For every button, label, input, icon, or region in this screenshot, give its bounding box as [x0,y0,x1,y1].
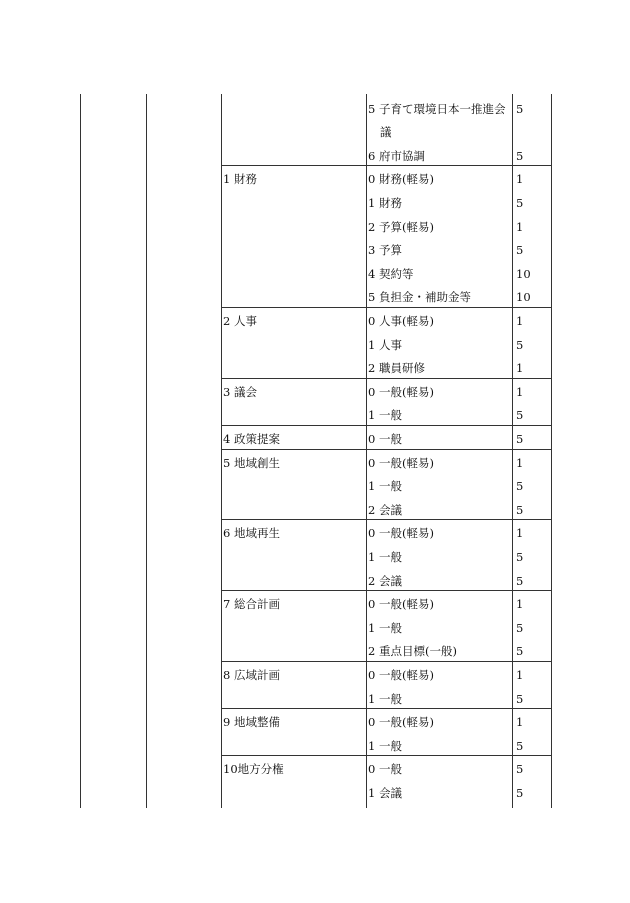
group-separator [221,590,551,591]
retention-years: 5 [516,691,524,706]
item-label: 0 人事(軽易) [368,313,434,328]
item-label: 0 一般(軽易) [368,667,434,682]
group-separator [221,755,551,756]
column-line [146,94,147,808]
item-label: 2 予算(軽易) [368,219,434,234]
item-label: 0 一般 [368,431,402,446]
retention-years: 1 [516,597,524,612]
item-label: 3 予算 [368,243,402,258]
group-separator [221,307,551,308]
item-label: 1 一般 [368,691,402,706]
item-label: 1 一般 [368,408,402,423]
group-separator [221,708,551,709]
item-label: 0 財務(軽易) [368,172,434,187]
item-label: 1 会議 [368,785,402,800]
item-label: 0 一般(軽易) [368,384,434,399]
group-separator [221,519,551,520]
item-label: 1 一般 [368,738,402,753]
retention-years: 5 [516,243,524,258]
retention-years: 5 [516,549,524,564]
item-label: 0 一般 [368,762,402,777]
group-separator [221,661,551,662]
column-line [551,94,552,808]
item-label-continued: 議 [380,125,392,140]
group-label: 10地方分権 [223,762,284,777]
group-label: 4 政策提案 [223,431,280,446]
item-label: 0 一般(軽易) [368,526,434,541]
retention-years: 5 [516,738,524,753]
retention-years: 5 [516,408,524,423]
retention-years: 5 [516,479,524,494]
group-separator [221,449,551,450]
retention-years: 5 [516,101,524,116]
column-line [80,94,81,808]
retention-years: 5 [516,785,524,800]
retention-years: 5 [516,644,524,659]
item-label: 4 契約等 [368,266,414,281]
item-label: 6 府市協調 [368,148,425,163]
item-label: 1 人事 [368,337,402,352]
group-label: 1 財務 [223,172,257,187]
item-label: 5 負担金・補助金等 [368,290,471,305]
group-label: 2 人事 [223,313,257,328]
group-label: 3 議会 [223,384,257,399]
item-label: 0 一般(軽易) [368,715,434,730]
retention-years: 1 [516,313,524,328]
group-label: 7 総合計画 [223,597,280,612]
retention-years: 1 [516,219,524,234]
retention-years: 5 [516,337,524,352]
retention-years: 1 [516,361,524,376]
retention-years: 10 [516,266,531,281]
group-label: 5 地域創生 [223,455,280,470]
retention-years: 5 [516,431,524,446]
item-label: 0 一般(軽易) [368,455,434,470]
item-label: 2 重点目標(一般) [368,644,457,659]
item-label: 1 一般 [368,620,402,635]
item-label: 2 職員研修 [368,361,425,376]
retention-years: 5 [516,502,524,517]
group-label: 6 地域再生 [223,526,280,541]
retention-years: 5 [516,195,524,210]
retention-years: 5 [516,620,524,635]
group-separator [221,165,551,166]
item-label: 1 一般 [368,549,402,564]
retention-years: 1 [516,172,524,187]
retention-years: 1 [516,715,524,730]
item-label: 5 子育て環境日本一推進会 [368,101,506,116]
retention-years: 1 [516,526,524,541]
item-label: 1 一般 [368,479,402,494]
item-label: 0 一般(軽易) [368,597,434,612]
group-label: 9 地域整備 [223,715,280,730]
group-separator [221,425,551,426]
column-line [512,94,513,808]
item-label: 2 会議 [368,502,402,517]
column-line [221,94,222,808]
retention-years: 1 [516,667,524,682]
retention-years: 1 [516,384,524,399]
retention-years: 1 [516,455,524,470]
column-line [366,94,367,808]
item-label: 2 会議 [368,573,402,588]
item-label: 1 財務 [368,195,402,210]
retention-years: 10 [516,290,531,305]
retention-years: 5 [516,762,524,777]
retention-years: 5 [516,148,524,163]
group-label: 8 広域計画 [223,667,280,682]
group-separator [221,378,551,379]
retention-years: 5 [516,573,524,588]
